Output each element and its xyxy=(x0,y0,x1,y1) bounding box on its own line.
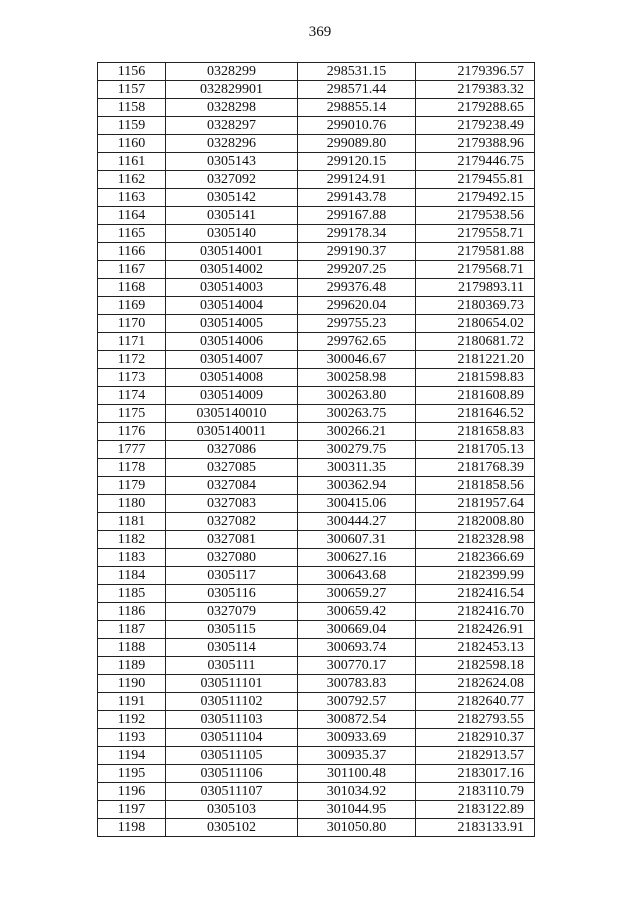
y-coordinate-cell: 2182910.37 xyxy=(416,729,535,747)
row-number-cell: 1163 xyxy=(98,189,166,207)
row-number-cell: 1176 xyxy=(98,423,166,441)
y-coordinate-cell: 2182793.55 xyxy=(416,711,535,729)
point-id-cell: 0305116 xyxy=(166,585,298,603)
x-coordinate-cell: 300263.75 xyxy=(298,405,416,423)
y-coordinate-cell: 2179238.49 xyxy=(416,117,535,135)
table-row xyxy=(98,369,535,387)
row-number-cell: 1175 xyxy=(98,405,166,423)
table-row xyxy=(98,243,535,261)
x-coordinate-cell: 300607.31 xyxy=(298,531,416,549)
x-coordinate-cell: 299190.37 xyxy=(298,243,416,261)
table-row xyxy=(98,657,535,675)
point-id-cell: 0305142 xyxy=(166,189,298,207)
y-coordinate-cell: 2182624.08 xyxy=(416,675,535,693)
x-coordinate-cell: 300263.80 xyxy=(298,387,416,405)
x-coordinate-cell: 301044.95 xyxy=(298,801,416,819)
y-coordinate-cell: 2179446.75 xyxy=(416,153,535,171)
point-id-cell: 0328299 xyxy=(166,63,298,81)
row-number-cell: 1180 xyxy=(98,495,166,513)
point-id-cell: 0327082 xyxy=(166,513,298,531)
point-id-cell: 030514003 xyxy=(166,279,298,297)
x-coordinate-cell: 300279.75 xyxy=(298,441,416,459)
point-id-cell: 0305117 xyxy=(166,567,298,585)
row-number-cell: 1188 xyxy=(98,639,166,657)
row-number-cell: 1182 xyxy=(98,531,166,549)
row-number-cell: 1195 xyxy=(98,765,166,783)
point-id-cell: 030511102 xyxy=(166,693,298,711)
point-id-cell: 030511101 xyxy=(166,675,298,693)
row-number-cell: 1171 xyxy=(98,333,166,351)
x-coordinate-cell: 299143.78 xyxy=(298,189,416,207)
table-row xyxy=(98,441,535,459)
table-row xyxy=(98,279,535,297)
row-number-cell: 1174 xyxy=(98,387,166,405)
point-id-cell: 0327086 xyxy=(166,441,298,459)
page-number: 369 xyxy=(308,24,332,40)
row-number-cell: 1170 xyxy=(98,315,166,333)
row-number-cell: 1165 xyxy=(98,225,166,243)
y-coordinate-cell: 2180681.72 xyxy=(416,333,535,351)
x-coordinate-cell: 299755.23 xyxy=(298,315,416,333)
table-row xyxy=(98,765,535,783)
x-coordinate-cell: 300266.21 xyxy=(298,423,416,441)
x-coordinate-cell: 300770.17 xyxy=(298,657,416,675)
y-coordinate-cell: 2182008.80 xyxy=(416,513,535,531)
table-row xyxy=(98,423,535,441)
table-row xyxy=(98,153,535,171)
x-coordinate-cell: 300659.27 xyxy=(298,585,416,603)
x-coordinate-cell: 299207.25 xyxy=(298,261,416,279)
x-coordinate-cell: 300444.27 xyxy=(298,513,416,531)
x-coordinate-cell: 300693.74 xyxy=(298,639,416,657)
x-coordinate-cell: 300792.57 xyxy=(298,693,416,711)
y-coordinate-cell: 2182328.98 xyxy=(416,531,535,549)
y-coordinate-cell: 2182416.70 xyxy=(416,603,535,621)
table-row xyxy=(98,495,535,513)
y-coordinate-cell: 2179893.11 xyxy=(416,279,535,297)
row-number-cell: 1168 xyxy=(98,279,166,297)
table-row xyxy=(98,351,535,369)
y-coordinate-cell: 2180654.02 xyxy=(416,315,535,333)
table-row xyxy=(98,549,535,567)
y-coordinate-cell: 2182640.77 xyxy=(416,693,535,711)
x-coordinate-cell: 301100.48 xyxy=(298,765,416,783)
point-id-cell: 030514002 xyxy=(166,261,298,279)
table-row xyxy=(98,171,535,189)
point-id-cell: 0305111 xyxy=(166,657,298,675)
y-coordinate-cell: 2179581.88 xyxy=(416,243,535,261)
table-row xyxy=(98,747,535,765)
row-number-cell: 1184 xyxy=(98,567,166,585)
x-coordinate-cell: 300046.67 xyxy=(298,351,416,369)
point-id-cell: 0305143 xyxy=(166,153,298,171)
y-coordinate-cell: 2179492.15 xyxy=(416,189,535,207)
y-coordinate-cell: 2180369.73 xyxy=(416,297,535,315)
row-number-cell: 1186 xyxy=(98,603,166,621)
table-row xyxy=(98,819,535,837)
y-coordinate-cell: 2182426.91 xyxy=(416,621,535,639)
y-coordinate-cell: 2179383.32 xyxy=(416,81,535,99)
table-row xyxy=(98,567,535,585)
x-coordinate-cell: 299178.34 xyxy=(298,225,416,243)
coordinates-table-body xyxy=(98,63,535,837)
x-coordinate-cell: 299010.76 xyxy=(298,117,416,135)
point-id-cell: 030514004 xyxy=(166,297,298,315)
point-id-cell: 030511104 xyxy=(166,729,298,747)
row-number-cell: 1179 xyxy=(98,477,166,495)
row-number-cell: 1164 xyxy=(98,207,166,225)
row-number-cell: 1166 xyxy=(98,243,166,261)
y-coordinate-cell: 2181705.13 xyxy=(416,441,535,459)
y-coordinate-cell: 2181858.56 xyxy=(416,477,535,495)
table-row xyxy=(98,729,535,747)
table-row xyxy=(98,315,535,333)
point-id-cell: 0305103 xyxy=(166,801,298,819)
row-number-cell: 1187 xyxy=(98,621,166,639)
point-id-cell: 0327092 xyxy=(166,171,298,189)
row-number-cell: 1162 xyxy=(98,171,166,189)
y-coordinate-cell: 2179396.57 xyxy=(416,63,535,81)
x-coordinate-cell: 300415.06 xyxy=(298,495,416,513)
x-coordinate-cell: 298855.14 xyxy=(298,99,416,117)
row-number-cell: 1157 xyxy=(98,81,166,99)
y-coordinate-cell: 2182366.69 xyxy=(416,549,535,567)
point-id-cell: 030514008 xyxy=(166,369,298,387)
x-coordinate-cell: 300258.98 xyxy=(298,369,416,387)
y-coordinate-cell: 2179388.96 xyxy=(416,135,535,153)
row-number-cell: 1156 xyxy=(98,63,166,81)
row-number-cell: 1196 xyxy=(98,783,166,801)
table-row xyxy=(98,639,535,657)
y-coordinate-cell: 2183122.89 xyxy=(416,801,535,819)
table-row xyxy=(98,603,535,621)
x-coordinate-cell: 300643.68 xyxy=(298,567,416,585)
table-row xyxy=(98,711,535,729)
point-id-cell: 0327079 xyxy=(166,603,298,621)
table-row xyxy=(98,333,535,351)
point-id-cell: 0327084 xyxy=(166,477,298,495)
table-row xyxy=(98,531,535,549)
row-number-cell: 1191 xyxy=(98,693,166,711)
x-coordinate-cell: 301050.80 xyxy=(298,819,416,837)
y-coordinate-cell: 2181221.20 xyxy=(416,351,535,369)
x-coordinate-cell: 300872.54 xyxy=(298,711,416,729)
row-number-cell: 1189 xyxy=(98,657,166,675)
x-coordinate-cell: 299620.04 xyxy=(298,297,416,315)
table-row xyxy=(98,405,535,423)
x-coordinate-cell: 299120.15 xyxy=(298,153,416,171)
point-id-cell: 032829901 xyxy=(166,81,298,99)
y-coordinate-cell: 2181598.83 xyxy=(416,369,535,387)
x-coordinate-cell: 299167.88 xyxy=(298,207,416,225)
row-number-cell: 1197 xyxy=(98,801,166,819)
row-number-cell: 1181 xyxy=(98,513,166,531)
point-id-cell: 0305140 xyxy=(166,225,298,243)
row-number-cell: 1158 xyxy=(98,99,166,117)
table-row xyxy=(98,783,535,801)
y-coordinate-cell: 2179558.71 xyxy=(416,225,535,243)
row-number-cell: 1167 xyxy=(98,261,166,279)
y-coordinate-cell: 2182598.18 xyxy=(416,657,535,675)
row-number-cell: 1194 xyxy=(98,747,166,765)
y-coordinate-cell: 2182453.13 xyxy=(416,639,535,657)
y-coordinate-cell: 2181608.89 xyxy=(416,387,535,405)
point-id-cell: 0305115 xyxy=(166,621,298,639)
y-coordinate-cell: 2179455.81 xyxy=(416,171,535,189)
table-row xyxy=(98,693,535,711)
point-id-cell: 030511106 xyxy=(166,765,298,783)
point-id-cell: 0327081 xyxy=(166,531,298,549)
point-id-cell: 0327083 xyxy=(166,495,298,513)
x-coordinate-cell: 298571.44 xyxy=(298,81,416,99)
y-coordinate-cell: 2181658.83 xyxy=(416,423,535,441)
y-coordinate-cell: 2182913.57 xyxy=(416,747,535,765)
point-id-cell: 030514009 xyxy=(166,387,298,405)
row-number-cell: 1198 xyxy=(98,819,166,837)
y-coordinate-cell: 2182399.99 xyxy=(416,567,535,585)
row-number-cell: 1192 xyxy=(98,711,166,729)
point-id-cell: 030514005 xyxy=(166,315,298,333)
table-row xyxy=(98,459,535,477)
table-row xyxy=(98,621,535,639)
table-row xyxy=(98,477,535,495)
row-number-cell: 1777 xyxy=(98,441,166,459)
y-coordinate-cell: 2179288.65 xyxy=(416,99,535,117)
point-id-cell: 0327080 xyxy=(166,549,298,567)
y-coordinate-cell: 2181957.64 xyxy=(416,495,535,513)
table-row xyxy=(98,117,535,135)
point-id-cell: 0327085 xyxy=(166,459,298,477)
row-number-cell: 1169 xyxy=(98,297,166,315)
row-number-cell: 1173 xyxy=(98,369,166,387)
point-id-cell: 0328296 xyxy=(166,135,298,153)
table-row xyxy=(98,225,535,243)
y-coordinate-cell: 2183133.91 xyxy=(416,819,535,837)
x-coordinate-cell: 298531.15 xyxy=(298,63,416,81)
row-number-cell: 1160 xyxy=(98,135,166,153)
point-id-cell: 030511105 xyxy=(166,747,298,765)
y-coordinate-cell: 2182416.54 xyxy=(416,585,535,603)
row-number-cell: 1185 xyxy=(98,585,166,603)
y-coordinate-cell: 2181768.39 xyxy=(416,459,535,477)
table-row xyxy=(98,387,535,405)
table-row xyxy=(98,63,535,81)
table-row xyxy=(98,585,535,603)
point-id-cell: 030514007 xyxy=(166,351,298,369)
coordinates-table xyxy=(97,62,535,837)
point-id-cell: 0328297 xyxy=(166,117,298,135)
row-number-cell: 1193 xyxy=(98,729,166,747)
point-id-cell: 030511103 xyxy=(166,711,298,729)
y-coordinate-cell: 2183110.79 xyxy=(416,783,535,801)
table-row xyxy=(98,297,535,315)
point-id-cell: 0305140011 xyxy=(166,423,298,441)
point-id-cell: 0305114 xyxy=(166,639,298,657)
row-number-cell: 1159 xyxy=(98,117,166,135)
table-row xyxy=(98,261,535,279)
x-coordinate-cell: 299762.65 xyxy=(298,333,416,351)
x-coordinate-cell: 300311.35 xyxy=(298,459,416,477)
x-coordinate-cell: 300935.37 xyxy=(298,747,416,765)
point-id-cell: 0305141 xyxy=(166,207,298,225)
y-coordinate-cell: 2179538.56 xyxy=(416,207,535,225)
point-id-cell: 030514001 xyxy=(166,243,298,261)
x-coordinate-cell: 300933.69 xyxy=(298,729,416,747)
y-coordinate-cell: 2179568.71 xyxy=(416,261,535,279)
row-number-cell: 1183 xyxy=(98,549,166,567)
y-coordinate-cell: 2181646.52 xyxy=(416,405,535,423)
point-id-cell: 030511107 xyxy=(166,783,298,801)
y-coordinate-cell: 2183017.16 xyxy=(416,765,535,783)
row-number-cell: 1161 xyxy=(98,153,166,171)
point-id-cell: 030514006 xyxy=(166,333,298,351)
row-number-cell: 1190 xyxy=(98,675,166,693)
x-coordinate-cell: 300362.94 xyxy=(298,477,416,495)
table-row xyxy=(98,99,535,117)
point-id-cell: 0305140010 xyxy=(166,405,298,423)
table-row xyxy=(98,207,535,225)
x-coordinate-cell: 299089.80 xyxy=(298,135,416,153)
row-number-cell: 1178 xyxy=(98,459,166,477)
x-coordinate-cell: 299124.91 xyxy=(298,171,416,189)
point-id-cell: 0305102 xyxy=(166,819,298,837)
row-number-cell: 1172 xyxy=(98,351,166,369)
x-coordinate-cell: 299376.48 xyxy=(298,279,416,297)
table-row xyxy=(98,513,535,531)
table-row xyxy=(98,675,535,693)
table-row xyxy=(98,801,535,819)
x-coordinate-cell: 300669.04 xyxy=(298,621,416,639)
x-coordinate-cell: 300659.42 xyxy=(298,603,416,621)
x-coordinate-cell: 301034.92 xyxy=(298,783,416,801)
table-row xyxy=(98,81,535,99)
table-row xyxy=(98,135,535,153)
table-row xyxy=(98,189,535,207)
x-coordinate-cell: 300783.83 xyxy=(298,675,416,693)
x-coordinate-cell: 300627.16 xyxy=(298,549,416,567)
point-id-cell: 0328298 xyxy=(166,99,298,117)
